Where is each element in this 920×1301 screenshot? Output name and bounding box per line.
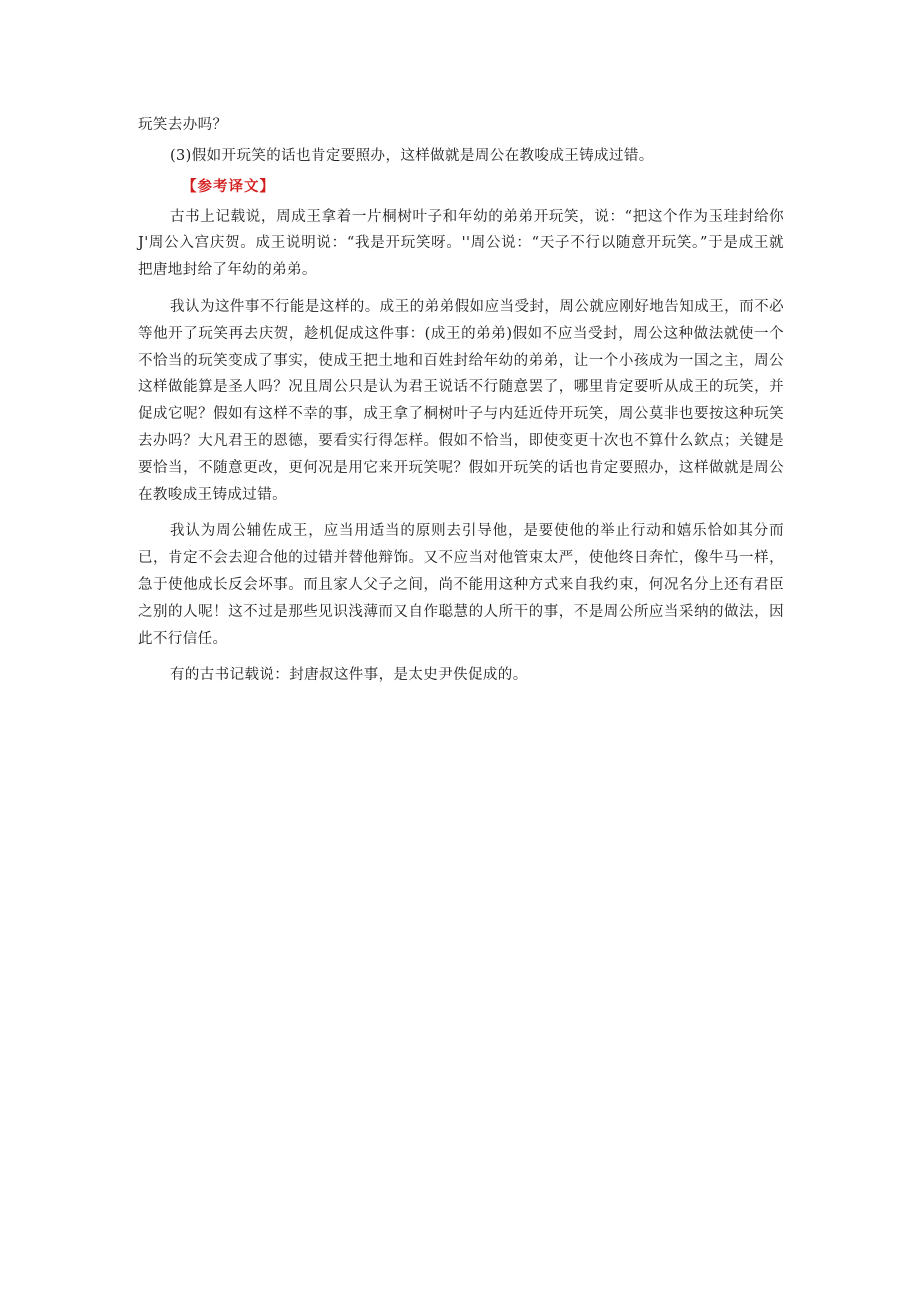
document-page — [138, 112, 784, 689]
translation-paragraph-3: 我认为周公辅佐成王，应当用适当的原则去引导他，是要使他的举止行动和嬉乐恰如其分而已，肯定不会去迎合他的过错并替他辩饰。又不应当对他管束太严，使他终日奔忙，像牛马一样，急于使他成长反会坏事。而且家人父子之间，尚不能用这种方式来自我约束，何况名分上还有君臣之别的人呢！这不过是那些见识浅薄而又自作聪慧的人所干的事，不是周公所应当采纳的做法，因此不行信任。 — [138, 523, 784, 647]
translation-paragraph-4: 有的古书记载说：封唐叔这件事，是太史尹佚促成的。 — [170, 667, 528, 684]
section-heading-reference-translation: 【参考译文】 — [182, 177, 275, 195]
translation-paragraph-2: 我认为这件事不行能是这样的。成王的弟弟假如应当受封，周公就应刚好地告知成王，而不必等他开了玩笑再去庆贺，趁机促成这件事：(成王的弟弟)假如不应当受封，周公这种做法就使一个不恰当的玩笑变成了事实，使成王把土地和百姓封给年幼的弟弟，让一个小孩成为一国之主，周公这样做能算是圣人吗？况且周公只是认为君王说话不行随意罢了，哪里肯定要听从成王的玩笑，并促成它呢？假如有这样不幸的事，成王拿了桐树叶子与内廷近侍开玩笑，周公莫非也要按这种玩笑去办吗？大凡君王的恩德，要看实行得怎样。假如不恰当，即使变更十次也不算什么欽点；关键是要恰当，不随意更改，更何况是用它来开玩笑呢？假如开玩笑的话也肯定要照办，这样做就是周公在教唆成王铸成过错。 — [138, 298, 784, 503]
translation-paragraph-1: 古书上记载说，周成王拿着一片桐树叶子和年幼的弟弟开玩笑，说：“把这个作为玉珪封给你J'周公入宫庆贺。成王说明说：“我是开玩笑呀。''周公说：“天子不行以随意开玩笑。”于是成王就把唐地封给了年幼的弟弟。 — [138, 208, 784, 279]
answer-item-3: (3)假如开玩笑的话也肯定要照办，这样做就是周公在教唆成王铸成过错。 — [170, 147, 654, 164]
text-line-continuation: 玩笑去办吗？ — [138, 117, 228, 133]
